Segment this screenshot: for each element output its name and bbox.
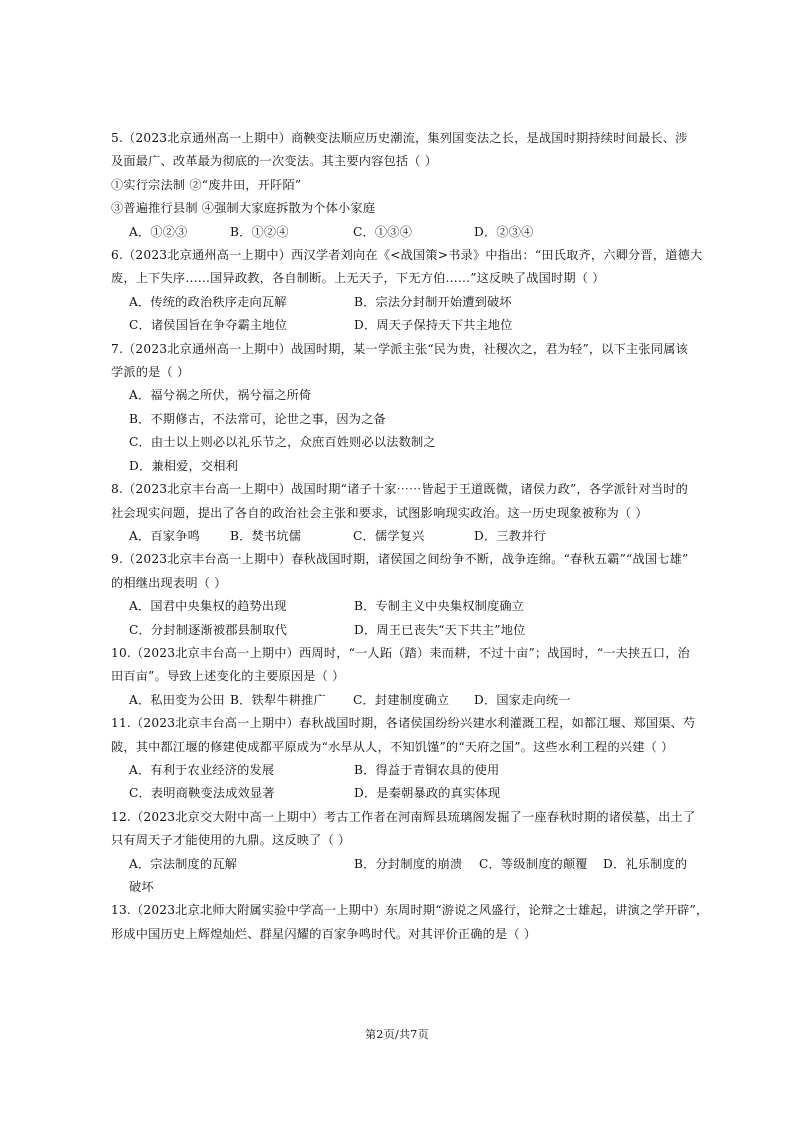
option-d: D．周王已丧失“天下共主”地位 [354, 622, 526, 637]
option-c: C．儒学复兴 [353, 528, 425, 543]
question-stem-line: ③普遍推行县制 ④强制大家庭拆散为个体小家庭 [111, 201, 376, 216]
options-row [111, 291, 691, 314]
question-12 [111, 806, 696, 900]
option-a: A．私田变为公田 [129, 692, 225, 707]
question-13 [111, 899, 709, 946]
option-d: D．②③④ [474, 224, 534, 239]
question-stem-line: 废，上下失序……国异政教，各自制断。上无天子，下无方伯……”这反映了战国时期（ ） [111, 271, 605, 286]
question-stem-line: 只有周天子才能使用的九鼎。这反映了（ ） [111, 833, 351, 848]
page-number-footer: 第2页/共7页 [365, 1028, 429, 1041]
option-d: D．周天子保持天下共主地位 [354, 318, 513, 333]
option-d: D．礼乐制度的 [603, 856, 688, 871]
question-stem-line: 5.（2023北京通州高一上期中）商鞅变法顺应历史潮流，集列国变法之长，是战国时期持续时间最长、涉 [111, 131, 688, 145]
options-row [111, 853, 691, 876]
options-row [111, 759, 691, 782]
option-a: A．国君中央集权的趋势出现 [129, 599, 287, 614]
option-d: D．三教并行 [474, 528, 546, 543]
option-c: C．等级制度的颠覆 [479, 856, 588, 871]
question-stem-line: 12.（2023北京交大附中高一上期中）考古工作者在河南辉县琉璃阁发掘了一座春秋时期的诸侯墓，出土了 [111, 809, 696, 824]
option-a: A．①②③ [129, 224, 188, 239]
option-a: A．福兮祸之所伏，祸兮福之所倚 [129, 388, 312, 403]
options-row [111, 314, 691, 337]
option-d-wrap: 破坏 [129, 880, 154, 894]
question-stem-line: 社会现实问题，提出了各自的政治社会主张和要求，试图影响现实政治。这一历史现象被称为（ ） [111, 505, 648, 520]
option-a: A．宗法制度的瓦解 [129, 856, 238, 871]
question-stem-line: 及面最广、改革最为彻底的一次变法。其主要内容包括（ ） [111, 154, 438, 169]
option-b: B．专制主义中央集权制度确立 [354, 599, 525, 614]
question-9 [111, 548, 691, 642]
question-stem-line: 6.（2023北京通州高一上期中）西汉学者刘向在《<战国策>书录》中指出：“田氏取齐，六卿分晋，道德大 [111, 248, 703, 263]
question-5 [111, 127, 691, 244]
option-d: D．是秦朝暴政的真实体现 [354, 786, 501, 801]
question-stem-line: ①实行宗法制 ②“废井田，开阡陌” [111, 177, 302, 192]
question-stem-line: 形成中国历史上辉煌灿烂、群星闪耀的百家争鸣时代。对其评价正确的是（ ） [111, 926, 537, 941]
question-stem-line: 的相继出现表明（ ） [111, 575, 227, 590]
question-stem-line: 陂，其中都江堰的修建使成都平原成为“水旱从人，不知饥馑”的“天府之国”。这些水利工程的兴建（ ） [111, 739, 674, 754]
options-row [111, 221, 691, 244]
option-c: C．分封制逐渐被郡县制取代 [129, 622, 288, 637]
option-b: B．①②④ [230, 224, 289, 239]
option-b: B．宗法分封制开始遭到破坏 [354, 294, 512, 309]
option-c: C．表明商鞅变法成效显著 [129, 786, 275, 801]
options-column [111, 384, 691, 478]
question-7 [111, 338, 691, 478]
question-stem-line: 10.（2023北京丰台高一上期中）西周时，“一人跖（踏）耒而耕，不过十亩”；战国时，“一夫挟五口，治 [111, 645, 690, 660]
question-10 [111, 642, 691, 712]
option-c: C．由士以上则必以礼乐节之，众庶百姓则必以法数制之 [129, 435, 436, 450]
option-d: D．兼相爱，交相利 [129, 458, 239, 473]
options-row [111, 619, 691, 642]
option-c: C．诸侯国旨在争夺霸主地位 [129, 318, 288, 333]
question-stem-line: 13.（2023北京北师大附属实验中学高一上期中）东周时期“游说之风盛行，论辩之士雄起，讲演之学开辟”， [111, 903, 709, 918]
question-list [111, 127, 709, 946]
question-stem-line: 7.（2023北京通州高一上期中）战国时期，某一学派主张“民为贵，社稷次之，君为轻”，以下主张同属该 [111, 341, 688, 356]
option-b: B．焚书坑儒 [230, 528, 302, 543]
options-row [111, 782, 691, 805]
option-b: B．分封制度的崩溃 [354, 856, 463, 871]
question-11 [111, 712, 696, 806]
question-stem-line: 11.（2023北京丰台高一上期中）春秋战国时期，各诸侯国纷纷兴建水利灌溉工程，如都江堰、郑国渠、芍 [111, 716, 696, 731]
option-b: B．得益于青铜农具的使用 [354, 762, 500, 777]
options-row [111, 689, 691, 712]
option-b: B．铁犁牛耕推广 [230, 692, 326, 707]
question-stem-line: 田百亩”。导致上述变化的主要原因是（ ） [111, 669, 345, 684]
question-8 [111, 478, 691, 548]
options-row [111, 525, 691, 548]
option-d: D．国家走向统一 [474, 692, 571, 707]
question-stem-line: 8.（2023北京丰台高一上期中）战国时期“诸子十家⋯⋯皆起于王道既微，诸侯力政”，各学派针对当时的 [111, 482, 688, 497]
question-6 [111, 244, 703, 338]
question-stem-line: 学派的是（ ） [111, 365, 190, 380]
options-row [111, 595, 691, 618]
option-c: C．①③④ [353, 224, 413, 239]
option-a: A．有利于农业经济的发展 [129, 762, 275, 777]
option-b: B．不期修古，不法常可，论世之事，因为之备 [129, 411, 386, 426]
option-c: C．封建制度确立 [353, 692, 450, 707]
option-a: A．传统的政治秩序走向瓦解 [129, 294, 287, 309]
question-stem-line: 9.（2023北京丰台高一上期中）春秋战国时期，诸侯国之间纷争不断，战争连绵。“春秋五霸”“战国七雄” [111, 552, 689, 567]
option-a: A．百家争鸣 [129, 528, 200, 543]
